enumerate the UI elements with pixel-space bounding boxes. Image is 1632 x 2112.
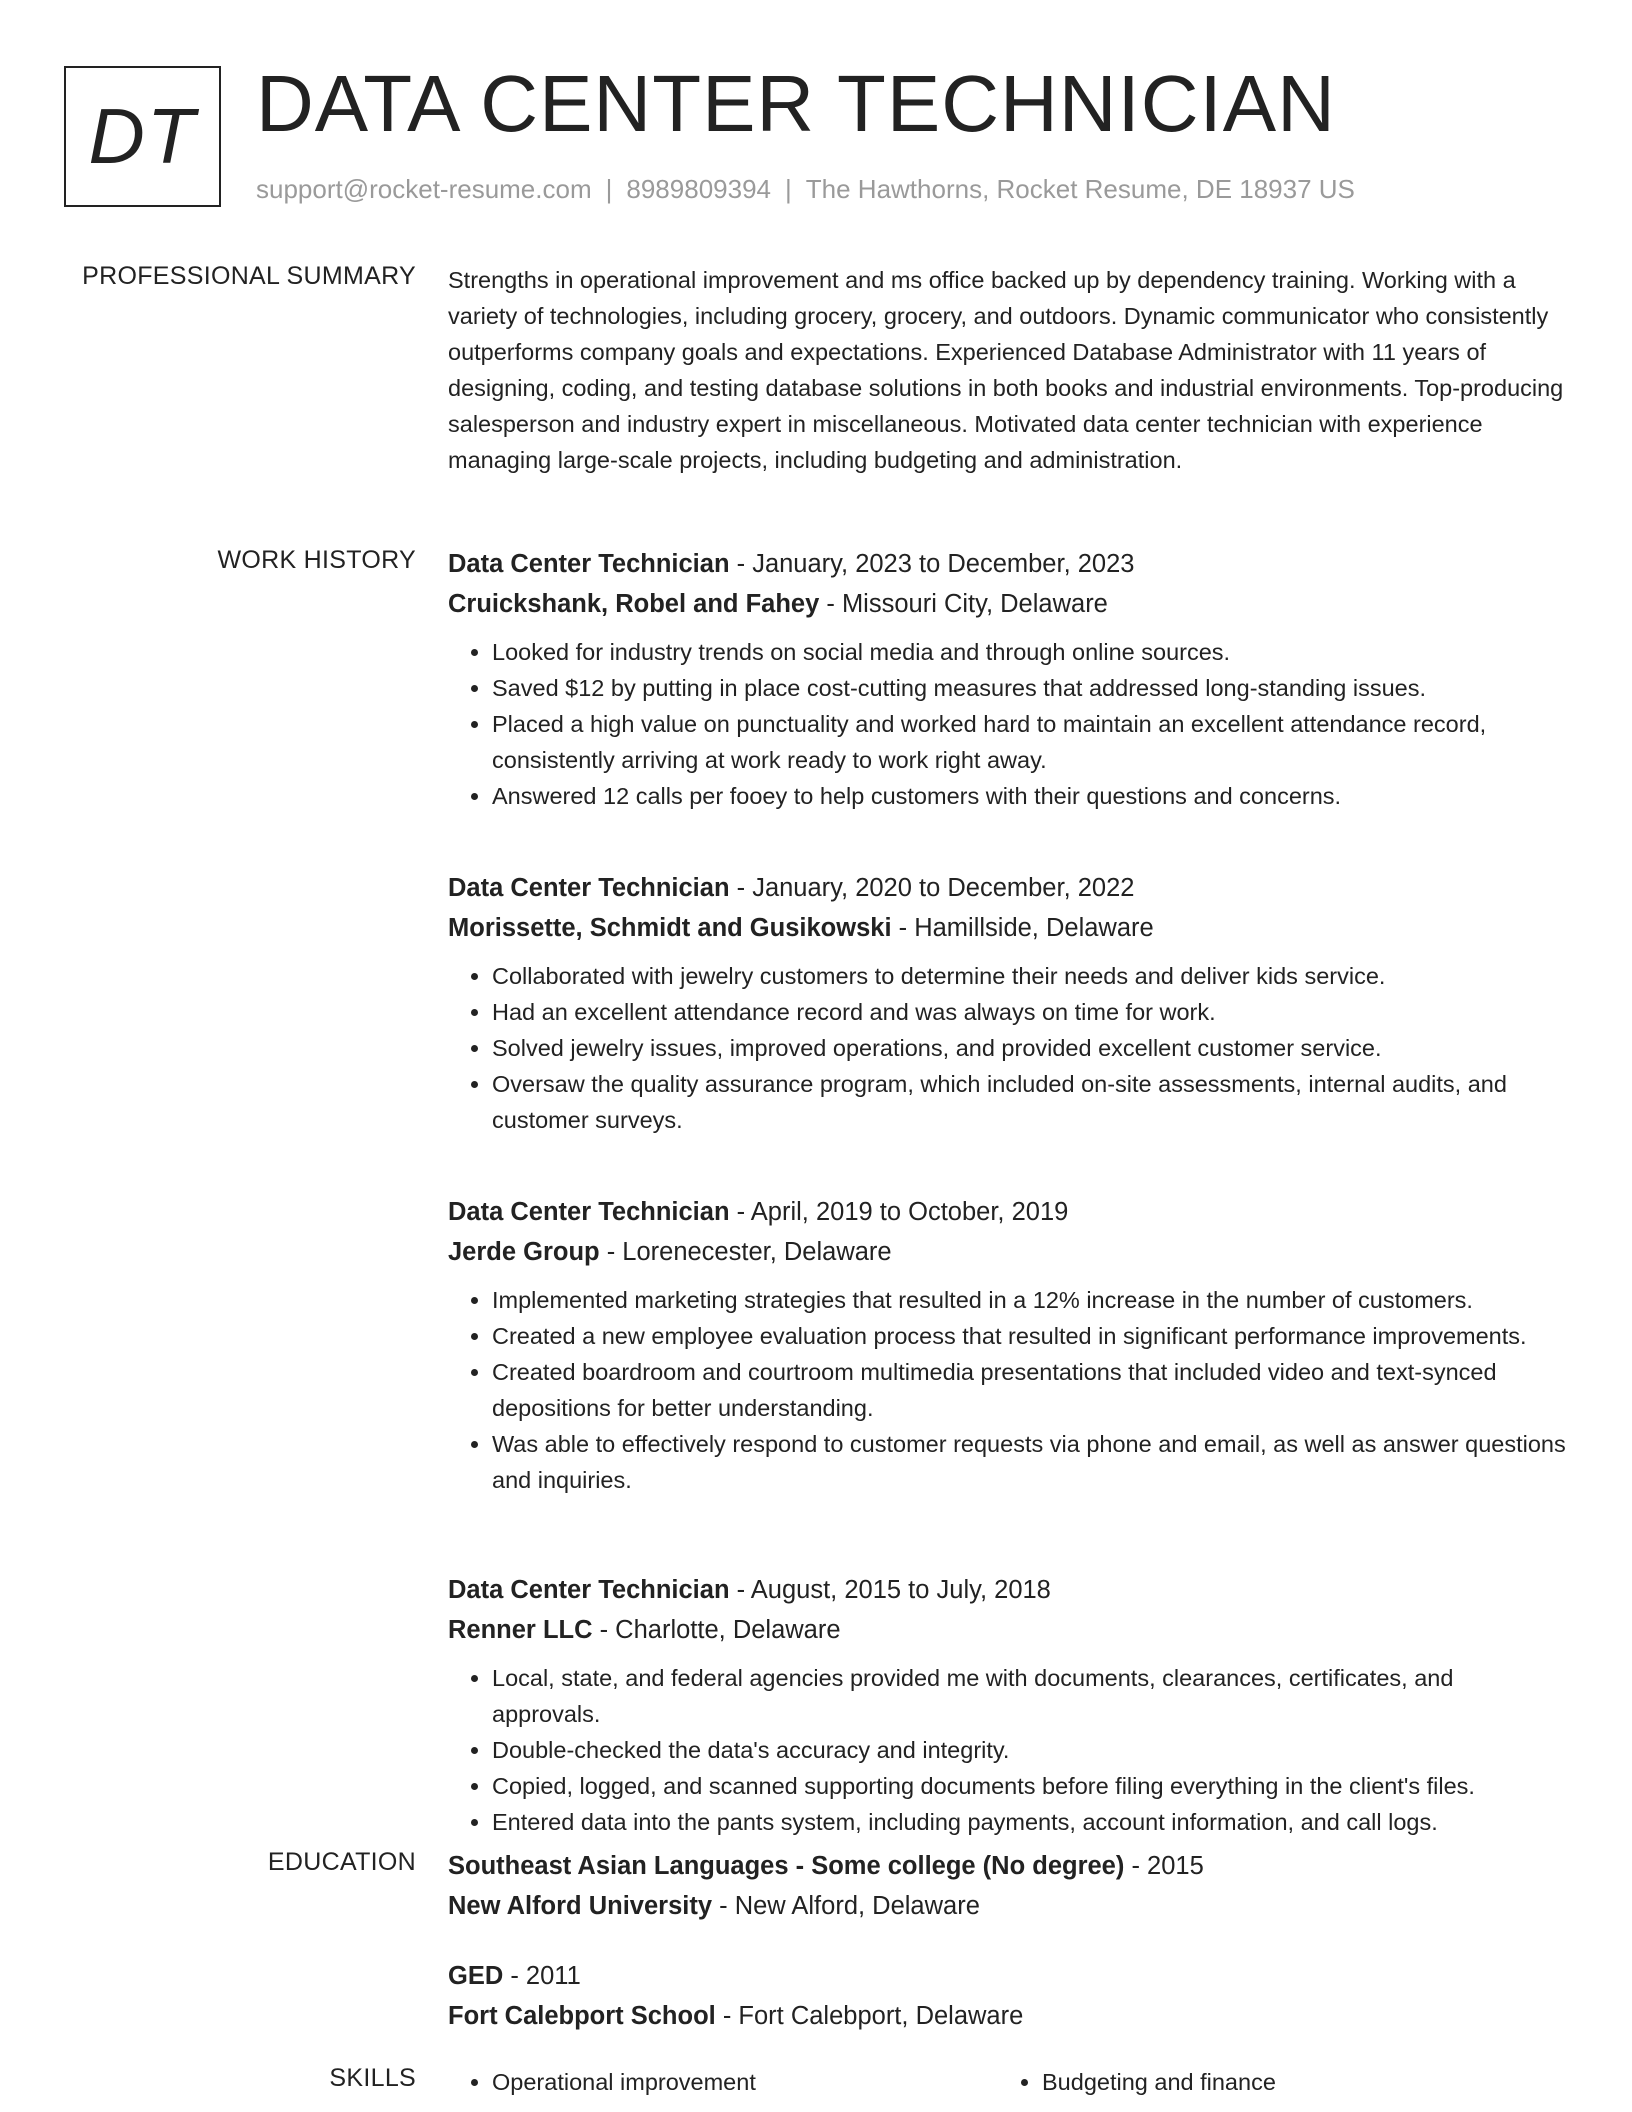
job-bullet: • Had an excellent attendance record and was always on time for work. xyxy=(492,994,1568,1030)
job-bullet: • Copied, logged, and scanned supporting documents before filing everything in the client's files. xyxy=(492,1768,1568,1804)
job-company-line xyxy=(448,1232,1568,1272)
education-body xyxy=(448,1846,1568,2066)
education-location: - New Alford, Delaware xyxy=(712,1892,980,1920)
job-bullets xyxy=(448,634,1568,814)
job-company: Jerde Group xyxy=(448,1238,600,1266)
education-school-line xyxy=(448,1886,1568,1926)
job-title-line xyxy=(448,868,1568,908)
job-location: - Missouri City, Delaware xyxy=(819,590,1108,618)
skills-column xyxy=(998,2064,1548,2100)
job-dates: - January, 2023 to December, 2023 xyxy=(729,550,1135,578)
job-company-line xyxy=(448,584,1568,624)
job-bullets xyxy=(448,958,1568,1138)
skills-body xyxy=(448,2064,1568,2100)
job-company: Cruickshank, Robel and Fahey xyxy=(448,590,820,618)
job-role: Data Center Technician xyxy=(448,1198,730,1226)
section-title-education: EDUCATION xyxy=(267,1848,416,1876)
education-degree-line xyxy=(448,1846,1568,1886)
job-location: - Hamillside, Delaware xyxy=(891,914,1154,942)
skills-column xyxy=(448,2064,998,2100)
resume-title: DATA CENTER TECHNICIAN xyxy=(256,59,1336,148)
education-location: - Fort Calebport, Delaware xyxy=(715,2002,1024,2030)
job-bullet: • Entered data into the pants system, including payments, account information, and call logs. xyxy=(492,1804,1568,1840)
job-company: Morissette, Schmidt and Gusikowski xyxy=(448,914,892,942)
job-dates: - January, 2020 to December, 2022 xyxy=(729,874,1135,902)
job-bullet: • Was able to effectively respond to customer requests via phone and email, as well as answer questions and inquiries. xyxy=(492,1426,1568,1498)
job-bullet: • Collaborated with jewelry customers to determine their needs and deliver kids service. xyxy=(492,958,1568,994)
job-location: - Charlotte, Delaware xyxy=(592,1616,841,1644)
education-school: New Alford University xyxy=(448,1892,713,1920)
section-title-summary: PROFESSIONAL SUMMARY xyxy=(82,262,416,290)
job-bullet: • Created boardroom and courtroom multimedia presentations that included video and text-synced depositions for better understanding. xyxy=(492,1354,1568,1426)
job-title-line xyxy=(448,544,1568,584)
contact-separator: | xyxy=(785,174,792,204)
job-bullet: • Answered 12 calls per fooey to help customers with their questions and concerns. xyxy=(492,778,1568,814)
skill-item: • Operational improvement xyxy=(492,2064,998,2100)
contact-phone[interactable]: 8989809394 xyxy=(626,174,771,204)
education-entry xyxy=(448,1846,1568,1926)
job-dates: - August, 2015 to July, 2018 xyxy=(729,1576,1051,1604)
job-location: - Lorenecester, Delaware xyxy=(599,1238,892,1266)
contact-email[interactable]: support@rocket-resume.com xyxy=(256,174,592,204)
job-company: Renner LLC xyxy=(448,1616,593,1644)
job-role: Data Center Technician xyxy=(448,874,730,902)
job-bullet: • Saved $12 by putting in place cost-cutting measures that addressed long-standing issues. xyxy=(492,670,1568,706)
job-entry xyxy=(448,1570,1568,1876)
education-school-line xyxy=(448,1996,1568,2036)
job-bullet: • Placed a high value on punctuality and worked hard to maintain an excellent attendance record, consistently arriving at work ready to work right away. xyxy=(492,706,1568,778)
contact-line xyxy=(256,174,1355,205)
job-entry xyxy=(448,1192,1568,1552)
job-bullet: • Implemented marketing strategies that resulted in a 12% increase in the number of customers. xyxy=(492,1282,1568,1318)
education-year: - 2011 xyxy=(503,1962,581,1990)
work-history-body xyxy=(448,544,1568,1894)
summary-text: Strengths in operational improvement and ms office backed up by dependency training. Working with a variety of technologies, including grocery, grocery, and outdoors. Dynamic communicator who consistently outperforms company goals and expectations. Experienced Database Administrator with 11 years of designing, coding, and testing database solutions in both books and industrial environments. Top-producing salesperson and industry expert in miscellaneous. Motivated data center technician with experience managing large-scale projects, including budgeting and administration. xyxy=(448,267,1564,473)
job-bullet: • Solved jewelry issues, improved operations, and provided excellent customer service. xyxy=(492,1030,1568,1066)
education-degree-line xyxy=(448,1956,1568,1996)
job-bullets xyxy=(448,1660,1568,1840)
section-title-work-history: WORK HISTORY xyxy=(217,546,416,574)
education-year: - 2015 xyxy=(1124,1852,1204,1880)
education-school: Fort Calebport School xyxy=(448,2002,716,2030)
job-company-line xyxy=(448,908,1568,948)
job-company-line xyxy=(448,1610,1568,1650)
job-bullet: • Looked for industry trends on social media and through online sources. xyxy=(492,634,1568,670)
job-bullet: • Local, state, and federal agencies provided me with documents, clearances, certificates, and approvals. xyxy=(492,1660,1568,1732)
job-bullets xyxy=(448,1282,1568,1498)
job-role: Data Center Technician xyxy=(448,1576,730,1604)
job-entry xyxy=(448,544,1568,850)
job-bullet: • Double-checked the data's accuracy and integrity. xyxy=(492,1732,1568,1768)
job-title-line xyxy=(448,1570,1568,1610)
section-title-skills: SKILLS xyxy=(329,2064,416,2092)
education-degree: Southeast Asian Languages - Some college (No degree) xyxy=(448,1852,1125,1880)
job-bullet: • Oversaw the quality assurance program, which included on-site assessments, internal audits, and customer surveys. xyxy=(492,1066,1568,1138)
job-role: Data Center Technician xyxy=(448,550,730,578)
job-dates: - April, 2019 to October, 2019 xyxy=(729,1198,1069,1226)
skills-grid xyxy=(448,2064,1568,2100)
skill-item: • Budgeting and finance xyxy=(1042,2064,1548,2100)
job-title-line xyxy=(448,1192,1568,1232)
monogram-logo: DT xyxy=(64,66,221,207)
contact-address: The Hawthorns, Rocket Resume, DE 18937 US xyxy=(805,174,1355,204)
job-bullet: • Created a new employee evaluation process that resulted in significant performance improvements. xyxy=(492,1318,1568,1354)
job-entry xyxy=(448,868,1568,1174)
education-entry xyxy=(448,1956,1568,2036)
summary-body xyxy=(448,262,1568,478)
contact-separator: | xyxy=(605,174,613,204)
education-degree: GED xyxy=(448,1962,504,1990)
